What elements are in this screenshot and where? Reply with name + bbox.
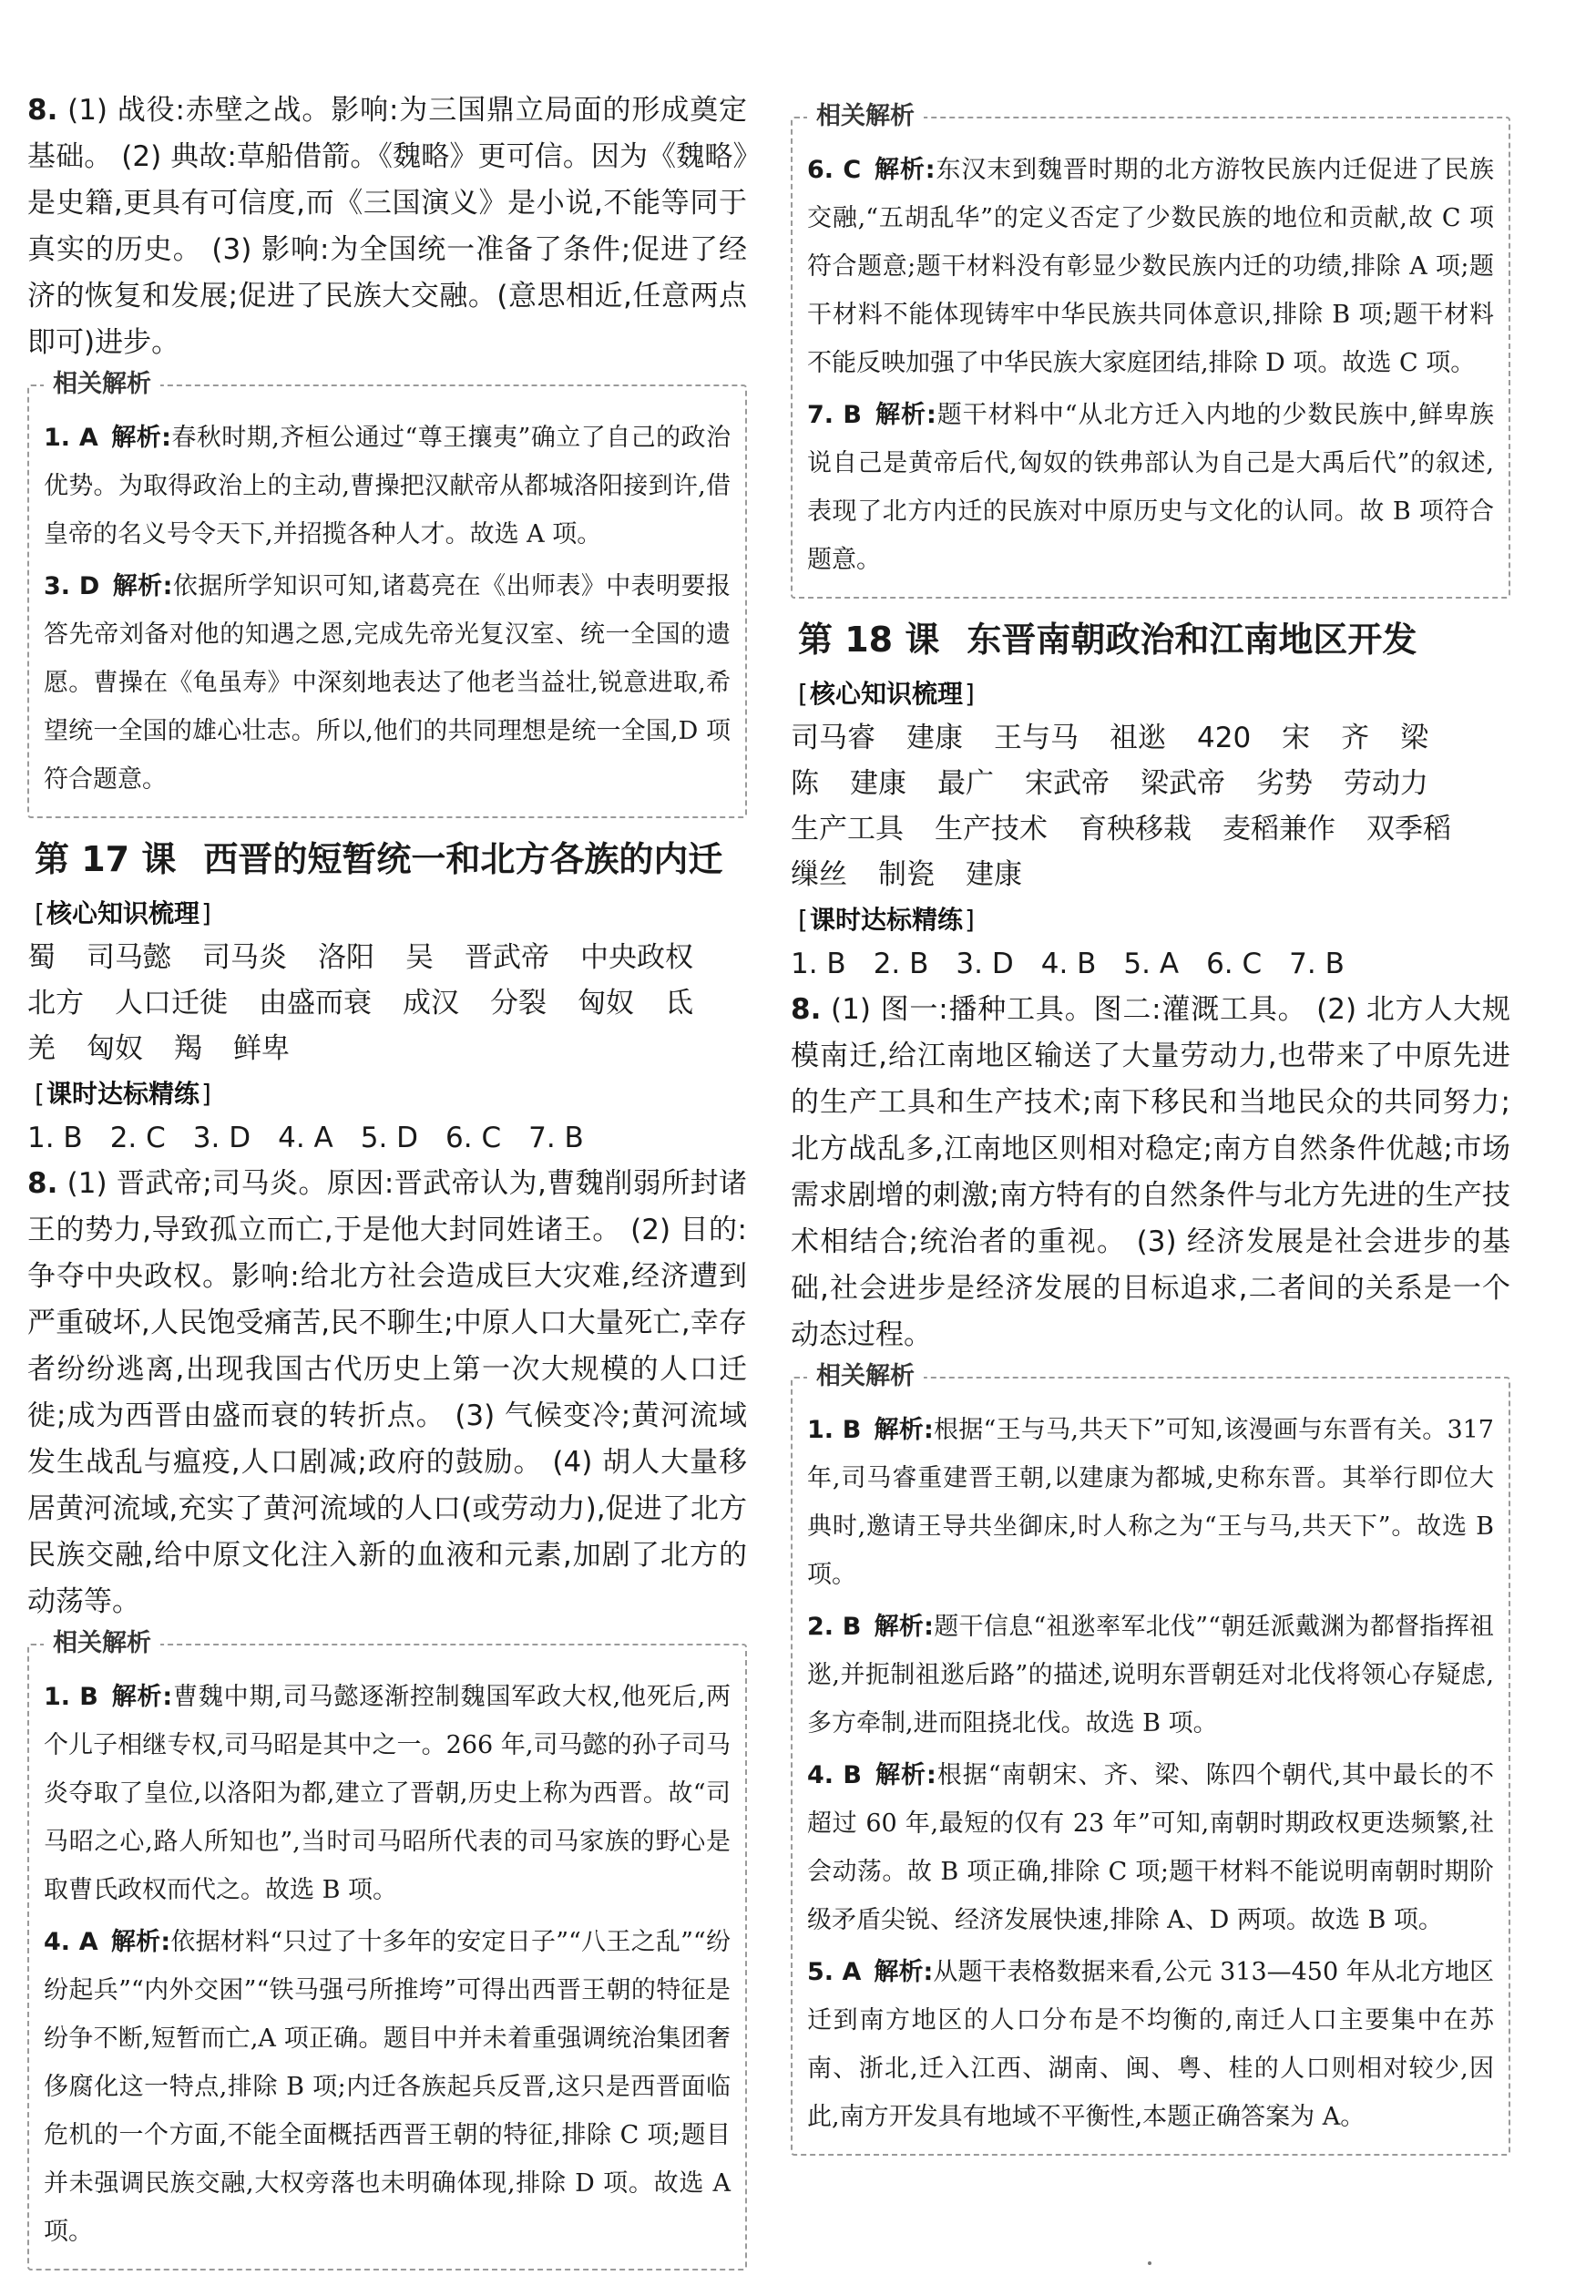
- term: 建康: [966, 858, 1022, 891]
- term: 吴: [405, 941, 434, 974]
- analysis-keyword: 解析:: [874, 156, 936, 184]
- analysis-text: 根据“王与马,共天下”可知,该漫画与东晋有关。317 年,司马睿重建晋王朝,以建康为都城,史称东晋。其举行即位大典时,邀请王导共坐御床,时人称之为“王与马,共天下”。故选 B 项。: [807, 1416, 1494, 1589]
- analysis-item: [807, 1603, 1494, 1748]
- practice-tag: [ 课时达标精练 ]: [27, 1077, 219, 1112]
- core-terms-list: [791, 715, 1510, 897]
- q8-answer: [27, 1161, 747, 1625]
- term: 祖逖: [1110, 722, 1166, 754]
- term: 由盛而衰: [259, 987, 372, 1020]
- lesson-name: 东晋南朝政治和江南地区开发: [967, 620, 1417, 660]
- analysis-text: 从题干表格数据来看,公元 313—450 年从北方地区迁到南方地区的人口分布是不均衡的,南迁人口主要集中在苏南、浙北,迁入江西、湖南、闽、粤、桂的人口则相对较少,因此,南方开发具有地域不平衡性,本题正确答案为 A。: [807, 1958, 1494, 2131]
- analysis-keyword: 解析:: [875, 401, 936, 429]
- answer-key: 2. C: [109, 1122, 166, 1154]
- term: 梁: [1400, 722, 1429, 754]
- term: 人口迁徙: [115, 987, 228, 1020]
- analysis-text: 曹魏中期,司马懿逐渐控制魏国军政大权,他死后,两个儿子相继专权,司马昭是其中之一。266 年,司马懿的孙子司马炎夺取了皇位,以洛阳为都,建立了晋朝,历史上称为西晋。故“司马昭之心,路人所知也”,当时司马昭所代表的司马家族的野心是取曹氏政权而代之。故选 B 项。: [44, 1683, 731, 1904]
- analysis-keyword: 解析:: [875, 1761, 936, 1789]
- box-label: 相关解析: [44, 368, 160, 401]
- term: 司马睿: [791, 722, 875, 754]
- term: 分裂: [490, 987, 547, 1020]
- term: 梁武帝: [1141, 767, 1225, 800]
- analysis-keyword: 解析:: [110, 1683, 173, 1711]
- analysis-text: 根据“南朝宋、齐、梁、陈四个朝代,其中最长的不超过 60 年,最短的仅有 23 年”可知,南朝时期政权更迭频繁,社会动荡。故 B 项正确,排除 C 项;题干材料不能说明南朝时期阶级矛盾尖锐、经济发展快速,排除 A、D 两项。故选 B 项。: [807, 1761, 1494, 1934]
- term: 晋武帝: [465, 941, 549, 974]
- term: 最广: [937, 767, 994, 800]
- term: 生产工具: [791, 813, 904, 846]
- answer-key: 5. A: [1123, 948, 1180, 980]
- term: 420: [1197, 722, 1252, 754]
- item-answer: 1. B: [807, 1416, 862, 1444]
- core-terms-list: [27, 935, 747, 1071]
- core-knowledge-tag: [ 核心知识梳理 ]: [27, 897, 219, 931]
- term: 劳动力: [1344, 767, 1428, 800]
- analysis-keyword: 解析:: [874, 1416, 934, 1444]
- analysis-text: 题干材料中“从北方迁入内地的少数民族中,鲜卑族说自己是黄帝后代,匈奴的铁弗部认为自己是大禹后代”的叙述,表现了北方内迁的民族对中原历史与文化的认同。故 B 项符合题意。: [807, 401, 1494, 574]
- item-answer: 1. B: [44, 1683, 98, 1711]
- term: 鲜卑: [233, 1032, 290, 1065]
- answer-key: 2. B: [873, 948, 929, 980]
- term: 洛阳: [318, 941, 374, 974]
- related-analysis-box: [27, 1629, 747, 2270]
- term: 制瓷: [878, 858, 935, 891]
- term: 羌: [27, 1032, 56, 1065]
- lesson-17-title: [35, 833, 747, 886]
- analysis-text: 题干信息“祖逖率军北伐”“朝廷派戴渊为都督指挥祖逖,并扼制祖逖后路”的描述,说明东晋朝廷对北伐将领心存疑虑,多方牵制,进而阻挠北伐。故选 B 项。: [807, 1613, 1494, 1737]
- term: 司马炎: [202, 941, 287, 974]
- lesson-18-title: [798, 613, 1510, 666]
- analysis-item: [44, 1673, 731, 1914]
- item-answer: 1. A: [44, 424, 98, 452]
- term: 陈: [791, 767, 819, 800]
- term: 氐: [665, 987, 693, 1020]
- answer-key: 1. B: [27, 1122, 83, 1154]
- lesson-number: 第 17 课: [35, 839, 177, 879]
- item-answer: 7. B: [807, 401, 863, 429]
- analysis-item: [807, 391, 1494, 584]
- practice-tag: [ 课时达标精练 ]: [791, 903, 982, 938]
- item-answer: 5. A: [807, 1958, 862, 1986]
- page-mark: [1148, 2261, 1151, 2265]
- answer-key: 7. B: [528, 1122, 584, 1154]
- box-label: 相关解析: [44, 1627, 160, 1660]
- item-answer: 4. A: [44, 1928, 98, 1956]
- term: 建康: [850, 767, 906, 800]
- item-answer: 2. B: [807, 1613, 862, 1641]
- term: 生产技术: [935, 813, 1048, 846]
- related-analysis-box: [791, 102, 1510, 599]
- answer-text: (1) 图一:播种工具。图二:灌溉工具。 (2) 北方人大规模南迁,给江南地区输送了大量劳动力,也带来了中原先进的生产工具和生产技术;南下移民和当地民众的共同努力;北方战乱多,江南地区则相对稳定;南方自然条件优越;市场需求剧增的刺激;南方特有的自然条件与北方先进的生产技术相结合;统治者的重视。 (3) 经济发展是社会进步的基础,社会进步是经济发展的目标追求,二者间的关系是一个动态过程。: [791, 993, 1510, 1351]
- analysis-item: [44, 414, 731, 559]
- analysis-keyword: 解析:: [112, 572, 173, 600]
- question-number: 8.: [791, 993, 822, 1026]
- analysis-keyword: 解析:: [874, 1958, 934, 1986]
- lesson-number: 第 18 课: [798, 620, 940, 660]
- item-answer: 4. B: [807, 1761, 863, 1789]
- analysis-item: [807, 1948, 1494, 2141]
- term: 建康: [906, 722, 963, 754]
- question-number: 8.: [27, 94, 58, 127]
- term: 羯: [174, 1032, 202, 1065]
- answer-key: 3. D: [956, 948, 1014, 980]
- analysis-keyword: 解析:: [110, 424, 171, 452]
- answer-key: 4. A: [278, 1122, 333, 1154]
- analysis-keyword: 解析:: [874, 1613, 934, 1641]
- answer-key: 3. D: [192, 1122, 251, 1154]
- term: 麦稻兼作: [1223, 813, 1335, 846]
- right-column: [791, 102, 1510, 2168]
- core-knowledge-tag: [ 核心知识梳理 ]: [791, 677, 982, 712]
- answer-key: 1. B: [791, 948, 846, 980]
- term: 司马懿: [87, 941, 171, 974]
- analysis-item: [44, 562, 731, 804]
- analysis-text: 东汉末到魏晋时期的北方游牧民族内迁促进了民族交融,“五胡乱华”的定义否定了少数民族的地位和贡献,故 C 项符合题意;题干材料没有彰显少数民族内迁的功绩,排除 A 项;题干材料不能体现铸牢中华民族共同体意识,排除 B 项;题干材料不能反映加强了中华民族大家庭团结,排除 D 项。故选 C 项。: [807, 156, 1494, 377]
- q8-answer: [791, 987, 1510, 1358]
- answer-key-row: [791, 941, 1510, 987]
- answer-key: 6. C: [1206, 948, 1263, 980]
- term: 双季稻: [1366, 813, 1451, 846]
- box-label: 相关解析: [807, 100, 924, 133]
- lesson-name: 西晋的短暂统一和北方各族的内迁: [203, 839, 723, 879]
- term: 匈奴: [87, 1032, 143, 1065]
- term: 蜀: [27, 941, 56, 974]
- term: 缫丝: [791, 858, 847, 891]
- item-answer: 6. C: [807, 156, 862, 184]
- answer-text: (1) 战役:赤壁之战。影响:为三国鼎立局面的形成奠定基础。 (2) 典故:草船借箭。《魏略》更可信。因为《魏略》是史籍,更具有可信度,而《三国演义》是小说,不能等同于真实的历史。 (3) 影响:为全国统一准备了条件;促进了经济的恢复和发展;促进了民族大交融。(意思相近,任意两点即可)进步。: [27, 94, 747, 359]
- term: 宋: [1282, 722, 1311, 754]
- term: 中央政权: [580, 941, 693, 974]
- analysis-text: 依据材料“只过了十多年的安定日子”“八王之乱”“纷纷起兵”“内外交困”“铁马强弓所推垮”可得出西晋王朝的特征是纷争不断,短暂而亡,A 项正确。题目中并未着重强调统治集团奢侈腐化这一特点,排除 B 项;内迁各族起兵反晋,这只是西晋面临危机的一个方面,不能全面概括西晋王朝的特征,排除 C 项;题目并未强调民族交融,大权旁落也未明确体现,排除 D 项。故选 A 项。: [44, 1928, 731, 2246]
- answer-key: 4. B: [1040, 948, 1097, 980]
- analysis-text: 依据所学知识可知,诸葛亮在《出师表》中表明要报答先帝刘备对他的知遇之恩,完成先帝光复汉室、统一全国的遗愿。曹操在《龟虽寿》中深刻地表达了他老当益壮,锐意进取,希望统一全国的雄心壮志。所以,他们的共同理想是统一全国,D 项符合题意。: [44, 572, 731, 794]
- item-answer: 3. D: [44, 572, 100, 600]
- box-label: 相关解析: [807, 1360, 924, 1393]
- question-number: 8.: [27, 1167, 58, 1200]
- analysis-item: [807, 1406, 1494, 1599]
- term: 王与马: [994, 722, 1079, 754]
- term: 匈奴: [578, 987, 634, 1020]
- term: 成汉: [403, 987, 459, 1020]
- analysis-item: [44, 1918, 731, 2256]
- term: 劣势: [1256, 767, 1313, 800]
- answer-key: 6. C: [445, 1122, 502, 1154]
- q8-answer-prev-lesson: [27, 87, 747, 366]
- analysis-text: 春秋时期,齐桓公通过“尊王攘夷”确立了自己的政治优势。为取得政治上的主动,曹操把汉献帝从都城洛阳接到许,借皇帝的名义号令天下,并招揽各种人才。故选 A 项。: [44, 424, 731, 548]
- term: 齐: [1341, 722, 1370, 754]
- answer-text: (1) 晋武帝;司马炎。原因:晋武帝认为,曹魏削弱所封诸王的势力,导致孤立而亡,于是他大封同姓诸王。 (2) 目的:争夺中央政权。影响:给北方社会造成巨大灾难,经济遭到严重破坏,人民饱受痛苦,民不聊生;中原人口大量死亡,幸存者纷纷逃离,出现我国古代历史上第一次大规模的人口迁徙;成为西晋由盛而衰的转折点。 (3) 气候变冷;黄河流域发生战乱与瘟疫,人口剧减;政府的鼓励。 (4) 胡人大量移居黄河流域,充实了黄河流域的人口(或劳动力),促进了北方民族交融,给中原文化注入新的血液和元素,加剧了北方的动荡等。: [27, 1167, 747, 1618]
- related-analysis-box: [27, 370, 747, 818]
- answer-key-row: [27, 1115, 747, 1161]
- analysis-item: [807, 146, 1494, 387]
- term: 宋武帝: [1025, 767, 1110, 800]
- analysis-item: [807, 1751, 1494, 1944]
- answer-key: 7. B: [1289, 948, 1345, 980]
- term: 育秧移栽: [1079, 813, 1192, 846]
- answer-key: 5. D: [360, 1122, 419, 1154]
- left-column: [27, 87, 747, 2283]
- related-analysis-box: [791, 1362, 1510, 2156]
- analysis-keyword: 解析:: [110, 1928, 171, 1956]
- term: 北方: [27, 987, 84, 1020]
